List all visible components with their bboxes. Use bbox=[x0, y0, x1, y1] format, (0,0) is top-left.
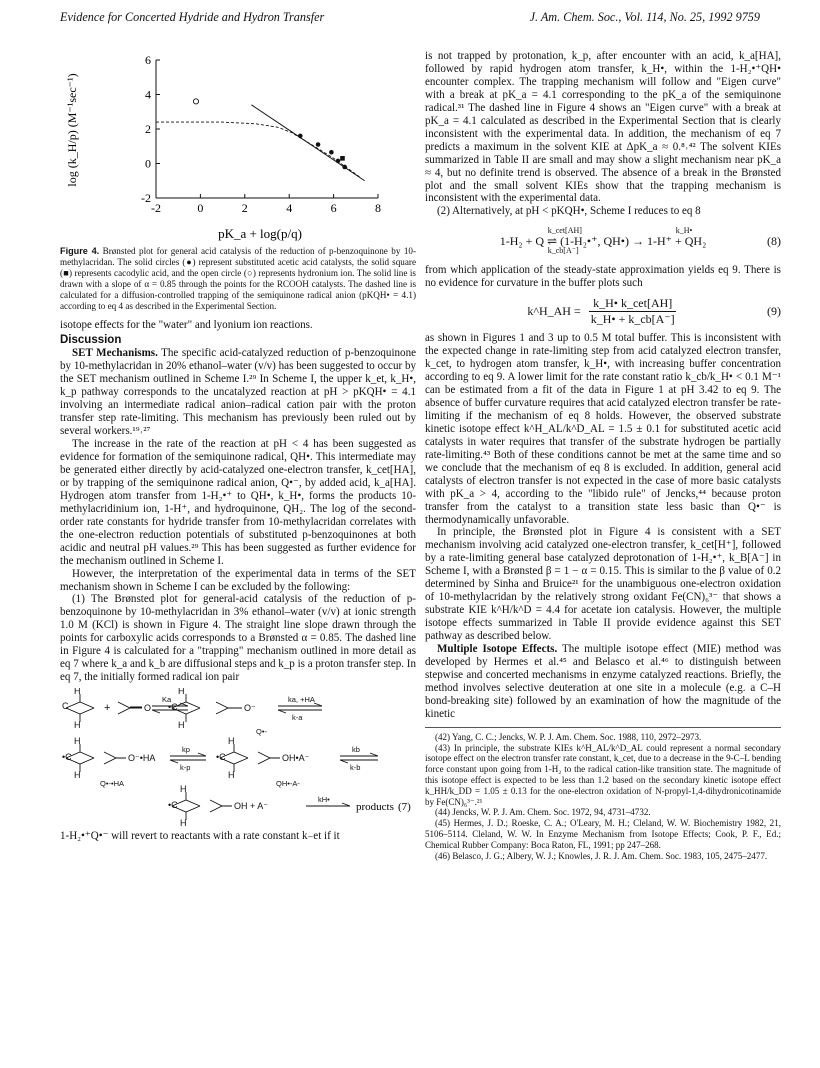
equation-9-denominator: k_H• + k_cb[A⁻] bbox=[590, 312, 675, 327]
x-axis-label: pK_a + log(p/q) bbox=[218, 226, 302, 241]
equation-7-number: (7) bbox=[398, 801, 411, 814]
q-radical-anion-label: Q•- bbox=[256, 727, 267, 737]
running-header-left: Evidence for Concerted Hydride and Hydron Transfer bbox=[60, 10, 325, 24]
paragraph-however: However, the interpretation of the experimental data in terms of the SET mechanism shown in Scheme I can be excluded by the following: bbox=[60, 567, 416, 593]
y-axis-label: log (k_H/p) (M⁻¹sec⁻¹) bbox=[65, 73, 79, 187]
equation-8-number: (8) bbox=[767, 234, 781, 249]
reference-43: (43) In principle, the substrate KIEs k^H_AL/k^D_AL could represent a normal secondary isotope effect on the electron transfer rate constant, k_cet, due to a decrease in the 9-C–L bending force constant upon going from 1-H₂ to the radical cation-like transition state. The magnitude of this isotope effect is expected to be less than 1.2 based on the secondary kinetic isotope effect k_HH/k_DD = 1.05 ± 0.13 for the one-electron oxidation of N-propyl-1,4-dihydronicotinamide by Fe(CN)₆³⁻.²¹ bbox=[425, 742, 781, 807]
figure-caption-text: Brønsted plot for general acid catalysis of the reduction of p-benzoquinone by 10-methylacridan. The solid circles (●) represent substituted acetic acid catalysts, the solid square (■) represents cacodylic acid, and the open circle (○) represents hydronium ion. The solid line is drawn with a slope of α = 0.85 through the points for the RCOOH catalysts. The dashed line is calculated for a diffusion-controlled trapping of the semiquinone radical anion (pKQH• = 4.1) according to eq 4 as described in the Experimental Section. bbox=[60, 246, 416, 311]
svg-text:H: H bbox=[228, 736, 235, 747]
y-tick-label: 4 bbox=[145, 87, 151, 102]
x-tick-label: 0 bbox=[197, 201, 204, 215]
kh-label: kH• bbox=[318, 795, 330, 805]
dashed-trapping-curve bbox=[156, 122, 360, 177]
svg-text:H: H bbox=[178, 720, 185, 731]
data-point-carboxylic-acid bbox=[336, 159, 341, 164]
equation-8-text: 1-H₂ + Q ⇌ (1-H₂•⁺, QH•) → 1-H⁺ + QH₂ bbox=[499, 234, 707, 249]
scheme-eq7 bbox=[60, 688, 416, 828]
y-tick-label: -2 bbox=[141, 191, 151, 205]
equation-9-number: (9) bbox=[767, 304, 781, 319]
equation-9-lhs: k^H_AH = bbox=[527, 304, 581, 319]
paragraph-isotope: isotope effects for the "water" and lyonium ion reactions. bbox=[60, 319, 313, 332]
y-tick-label: 2 bbox=[145, 122, 151, 136]
mie-text: The multiple isotope effect (MIE) method was developed by Hermes et al.⁴⁵ and Belasco et al.⁴⁶ to distinguish between stepwise and concerted mechanisms in enzyme catalyzed reactions. Briefly, the method involves selective deuteration at one site in a molecule (e.g. a C–H bond-breaking site) followed by an examination of how the magnitude of the kinetic bbox=[425, 643, 781, 720]
data-point-carboxylic-acid bbox=[316, 142, 321, 147]
svg-text:+: + bbox=[104, 702, 111, 715]
figure-caption bbox=[60, 246, 416, 311]
svg-text:O⁻•HA: O⁻•HA bbox=[128, 753, 156, 764]
k-minus-b-label: k-b bbox=[350, 763, 361, 773]
kb-label: kb bbox=[352, 745, 360, 755]
equation-8-forward-constant: k_cet[AH] bbox=[547, 226, 582, 236]
svg-text:H: H bbox=[74, 770, 81, 781]
x-tick-label: 8 bbox=[375, 201, 381, 215]
data-point-cacodylic-acid bbox=[340, 156, 345, 161]
y-tick-label: 6 bbox=[145, 53, 151, 67]
k-minus-p-label: k-p bbox=[180, 763, 191, 773]
svg-text:•C: •C bbox=[216, 752, 226, 763]
data-point-hydronium bbox=[193, 99, 198, 104]
paragraph-from: from which application of the steady-state approximation yields eq 9. There is no evidence for curvature in the buffer plots such bbox=[425, 264, 781, 290]
y-tick-label: 0 bbox=[145, 156, 151, 171]
x-tick-label: 6 bbox=[330, 201, 337, 215]
svg-text:•C: •C bbox=[168, 800, 178, 811]
products-label: products bbox=[356, 801, 394, 814]
solid-fit-line bbox=[251, 105, 364, 181]
svg-text:H: H bbox=[74, 688, 81, 697]
svg-text:•C: •C bbox=[168, 702, 178, 713]
equation-8-reverse-constant: k_cb[A⁻] bbox=[547, 246, 579, 256]
svg-text:O: O bbox=[144, 703, 152, 714]
left-column bbox=[60, 50, 416, 843]
q-ha-label: Q•-•HA bbox=[100, 779, 125, 789]
paragraph-shown: as shown in Figures 1 and 3 up to 0.5 M total buffer. This is inconsistent with the expected change in rate-limiting step from acid catalyzed electron transfer, k_cet, to hydrogen atom transfer, k_H•, with increasing buffer concentration according to eq 9. A lower limit for the rate constant ratio k_cb/k_H• < 0.1 M⁻¹ can be estimated from a fit of the data in Figure 1 at pH 3.42 to eq 9. The absence of buffer curvature requires that acid catalyzed electron transfer be rate-limiting if the mechanism of eq 8 holds. However, the observed substrate kinetic isotope effect k^H_AL/k^D_AL = 1.5 ± 0.1 for substituted acetic acid catalysts in water requires that transfer of the substrate hydrogen be partially rate-limiting.⁴³ Both of these conditions cannot be met at the same time and so we conclude that the mechanism of eq 8 is excluded. In addition, general acid catalysts of electron transfer is not expected in the case of more basic catalysts with pK_a > 4, according to the "libido rule" of Jencks,⁴⁴ because proton transfer from the catalyst to a transition state less basic than Q•⁻ is thermodynamically unfavorable. bbox=[425, 332, 781, 526]
ka-label: Ka bbox=[162, 695, 172, 705]
ka-ha-label: ka, +HA bbox=[288, 695, 315, 705]
right-column bbox=[425, 50, 781, 861]
svg-text:O⁻: O⁻ bbox=[244, 703, 256, 714]
reference-42: (42) Yang, C. C.; Jencks, W. P. J. Am. Chem. Soc. 1988, 110, 2972–2973. bbox=[435, 731, 702, 742]
svg-text:H: H bbox=[74, 720, 81, 731]
svg-text:H: H bbox=[180, 818, 187, 829]
equation-8 bbox=[425, 225, 781, 258]
svg-text:OH + A⁻: OH + A⁻ bbox=[234, 801, 269, 812]
paragraph-principle: In principle, the Brønsted plot in Figure 4 is consistent with a SET mechanism involving acid catalyzed one-electron transfer, k_cet[H⁺], followed by a rate-limiting general base catalyzed deprotonation of 1-H₂•⁺, k_B[A⁻] in Scheme I, with a Brønsted β = 1 − α = 0.15. This is similar to the β value of 0.2 determined by Sinha and Bruice²¹ for the unambiguous one-electron oxidation of 10-methylacridan by the relatively strong oxidant Fe(CN)₆³⁻ that shows a substrate KIE k^H/k^D = 4.4 for acetate ion catalysis. However, the multiple isotope effects summarized in Table II provide evidence against this SET pathway as described below. bbox=[425, 526, 781, 643]
paragraph-increase: The increase in the rate of the reaction at pH < 4 has been suggested as evidence for formation of the semiquinone radical, QH•. This intermediate may be generated either directly by acid-catalyzed one-electron transfer, k_cet[HA], or by trapping of the semiquinone radical anion, Q•⁻, by added acid, k_a[HA]. Hydrogen atom transfer from 1-H₂•⁺ to QH•, k_H•, forms the products 10-methylacridinium ion, 1-H⁺, and hydroquinone, QH₂. The log of the second-order rate constants for hydride transfer from 10-methylacridan correlates with the one-electron reduction potentials of substituted p-benzoquinones at both acidic and neutral pH values.²⁹ This has been suggested as further evidence for the mechanism outlined in Scheme I. bbox=[60, 438, 416, 567]
data-point-carboxylic-acid bbox=[298, 134, 303, 139]
x-tick-label: 2 bbox=[241, 201, 248, 215]
paragraph-trap: is not trapped by protonation, k_p, after encounter with an acid, k_a[HA], followed by rapid hydrogen atom transfer, k_H•, within the 1-H₂•⁺QH• encounter complex. The trapping mechanism will follow and "Eigen curve" with a break at pK_a = 4.1 corresponding to the pK_a of the semiquinone radical.³¹ The dashed line in Figure 4 shows an "Eigen curve" with a break at pK_a = 4.1 calculated as described in the Experimental Section that is clearly inconsistent with the experimental data. In addition, the mechanism of eq 7 predicts a maximum in the solvent KIE at ΔpK_a ≈ 0.⁸˒⁴² The solvent KIEs summarized in Table II are small and may show a slight mechanism near pK_a ≈ 4, but no definite trend is observed. The absence of a break in the Brønsted plot and the small solvent KIEs show that the trapping mechanism is inconsistent with the experimental data. bbox=[425, 50, 781, 205]
paragraph-set bbox=[60, 347, 416, 438]
set-mechanisms-text: The specific acid-catalyzed reduction of p-benzoquinone by 10-methylacridan in 20% ethanol–water (v/v) has been suggested to occur by the SET mechanism outlined in Scheme I.²⁹ In Scheme I, the upper k_et, k_H•, k_p pathway corresponds to the uncatalyzed reaction at pH > pKQH• = 4.1 involving an intermediate radical anion–radical cation pair with the proton transfer step rate-limiting. This mechanism has previously been ruled out by several workers.¹⁹˒²⁷ bbox=[60, 347, 416, 438]
reference-46: (46) Belasco, J. G.; Albery, W. J.; Knowles, J. R. J. Am. Chem. Soc. 1983, 105, 2475–2477. bbox=[435, 850, 768, 861]
reference-44: (44) Jencks, W. P. J. Am. Chem. Soc. 1972, 94, 4731–4732. bbox=[435, 807, 651, 818]
svg-text:•C: •C bbox=[62, 752, 72, 763]
svg-text:H: H bbox=[74, 736, 81, 747]
set-mechanisms-heading: SET Mechanisms. bbox=[72, 347, 158, 360]
equation-9-numerator: k_H• k_cet[AH] bbox=[589, 297, 676, 312]
x-tick-label: 4 bbox=[286, 201, 293, 215]
running-header-right: J. Am. Chem. Soc., Vol. 114, No. 25, 1992 9759 bbox=[529, 10, 760, 24]
kp-label: kp bbox=[182, 745, 190, 755]
equation-8-kh-constant: k_H• bbox=[675, 226, 693, 236]
svg-text:OH•A⁻: OH•A⁻ bbox=[282, 753, 310, 764]
mie-heading: Multiple Isotope Effects. bbox=[437, 643, 558, 656]
equation-9 bbox=[425, 297, 781, 326]
svg-text:C: C bbox=[62, 701, 69, 712]
paragraph-point-1: (1) The Brønsted plot for general-acid catalysis of the reduction of p-benzoquinone by 10-methylacridan in 3% ethanol–water (v/v) at ionic strength 1.0 M (KCl) is shown in Figure 4. The straight line slope drawn through the points for carboxylic acids corresponds to a Brønsted α = 0.85. The dashed line in Figure 4 is calculated for a "trapping" mechanism outlined in more detail as eq 7 where k_a and k_b are diffusional steps and k_p is a proton transfer step. In eq 7, the initially formed radical ion pair bbox=[60, 593, 416, 684]
svg-text:H: H bbox=[178, 688, 185, 697]
svg-text:H: H bbox=[228, 770, 235, 781]
equation-9-fraction bbox=[587, 297, 679, 326]
qh-a-label: QH•-A- bbox=[276, 779, 300, 789]
section-heading-discussion: Discussion bbox=[60, 334, 122, 347]
paragraph-bottom-left: 1-H₂•⁺Q•⁻ will revert to reactants with a rate constant k₋et if it bbox=[60, 830, 340, 843]
references bbox=[425, 727, 781, 862]
paragraph-mie bbox=[425, 643, 781, 721]
x-tick-label: -2 bbox=[151, 201, 161, 215]
paragraph-point-2: (2) Alternatively, at pH < pKQH•, Scheme I reduces to eq 8 bbox=[437, 205, 701, 218]
svg-text:H: H bbox=[180, 784, 187, 795]
data-point-carboxylic-acid bbox=[342, 165, 347, 170]
reference-45: (45) Hermes, J. D.; Roeske, C. A.; O'Leary, M. H.; Cleland, W. W. Biochemistry 1982, 21, 5106–5114. Cleland, W. W. In Enzyme Mechanism from Isotope Effects; Cook, P. F., Ed.; Chemical Rubber Company: Boca Raton, FL, 1991; pp 247–268. bbox=[425, 818, 781, 850]
bronsted-plot bbox=[60, 50, 416, 242]
figure-caption-label: Figure 4. bbox=[60, 246, 100, 256]
k-minus-a-label: k-a bbox=[292, 713, 303, 723]
data-point-carboxylic-acid bbox=[329, 150, 334, 155]
